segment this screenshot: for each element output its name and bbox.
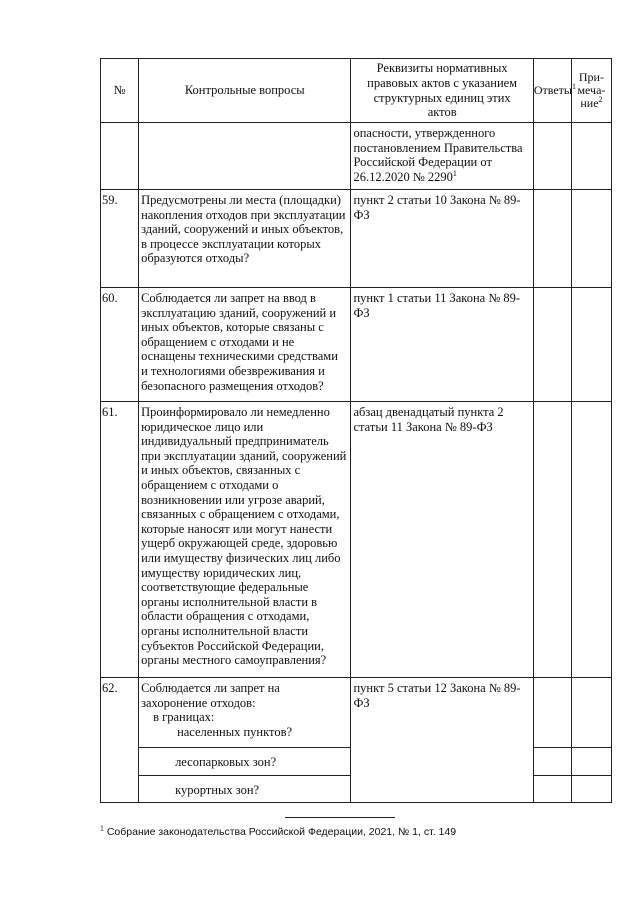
cell-question: Проинформировало ли немедленно юридическое лицо или индивидуальный предприниматель при эксплуатации зданий, сооружений и иных объектов, связанных с обращением с отходами о возникновении или угрозе аварий, связанных с обращением с отходами, которые наносят или могут нанести ущерб окружающей среде, здоровью или имуществу физических лиц либо имуществу юридических лиц, соответствующие федеральные органы исполнительной власти в области обращения с отходами, органы исполнительной власти субъектов Российской Федерации, органы местного самоуправления? (139, 402, 351, 678)
cell-question (139, 123, 351, 190)
cell-note (571, 288, 611, 402)
cell-note (571, 775, 611, 803)
header-num: № (101, 59, 139, 123)
table-row (101, 402, 612, 678)
header-note: При-меча-ние$^2$ (571, 59, 611, 123)
cell-answer (533, 402, 571, 678)
cell-num: 59. (101, 190, 139, 288)
cell-note (571, 402, 611, 678)
table-row (101, 288, 612, 402)
cell-answer (533, 288, 571, 402)
cell-question: Соблюдается ли запрет на захоронение отходов: в границах: населенных пунктов? (139, 678, 351, 748)
table-row (101, 190, 612, 288)
footnote-divider (285, 817, 395, 818)
cell-note (571, 123, 611, 190)
cell-num: 61. (101, 402, 139, 678)
cell-note (571, 748, 611, 776)
cell-num: 62. (101, 678, 139, 803)
cell-answer (533, 678, 571, 748)
table-row (101, 123, 612, 190)
cell-num: 60. (101, 288, 139, 402)
header-answer: Ответы$^1$ (533, 59, 571, 123)
cell-ref: абзац двенадцатый пункта 2 статьи 11 Закона № 89-ФЗ (351, 402, 533, 678)
cell-ref: опасности, утвержденного постановлением Правительства Российской Федерации от 26.12.2020 № 2290$^1$ (351, 123, 533, 190)
table-row (101, 678, 612, 748)
cell-question: курортных зон? (139, 775, 351, 803)
table-header-row (101, 59, 612, 123)
cell-ref: пункт 2 статьи 10 Закона № 89-ФЗ (351, 190, 533, 288)
cell-answer (533, 190, 571, 288)
cell-answer (533, 775, 571, 803)
cell-question: Предусмотрены ли места (площадки) накопления отходов при эксплуатации зданий, сооружений и иных объектов, в процессе эксплуатации которых образуются отходы? (139, 190, 351, 288)
checklist-table (100, 58, 612, 803)
cell-question: Соблюдается ли запрет на ввод в эксплуатацию зданий, сооружений и иных объектов, которые связаны с обращением с отходами и не оснащены техническими средствами и технологиями обезвреживания и безопасного размещения отходов? (139, 288, 351, 402)
cell-ref: пункт 5 статьи 12 Закона № 89-ФЗ (351, 678, 533, 803)
cell-note (571, 678, 611, 748)
cell-question: лесопарковых зон? (139, 748, 351, 776)
cell-answer (533, 123, 571, 190)
header-requisites: Реквизиты нормативных правовых актов с указанием структурных единиц этих актов (351, 59, 533, 123)
cell-ref: пункт 1 статьи 11 Закона № 89-ФЗ (351, 288, 533, 402)
header-questions: Контрольные вопросы (139, 59, 351, 123)
cell-answer (533, 748, 571, 776)
footnote: $^1$ Собрание законодательства Российской Федерации, 2021, № 1, ст. 149 (100, 825, 457, 838)
cell-num (101, 123, 139, 190)
cell-note (571, 190, 611, 288)
